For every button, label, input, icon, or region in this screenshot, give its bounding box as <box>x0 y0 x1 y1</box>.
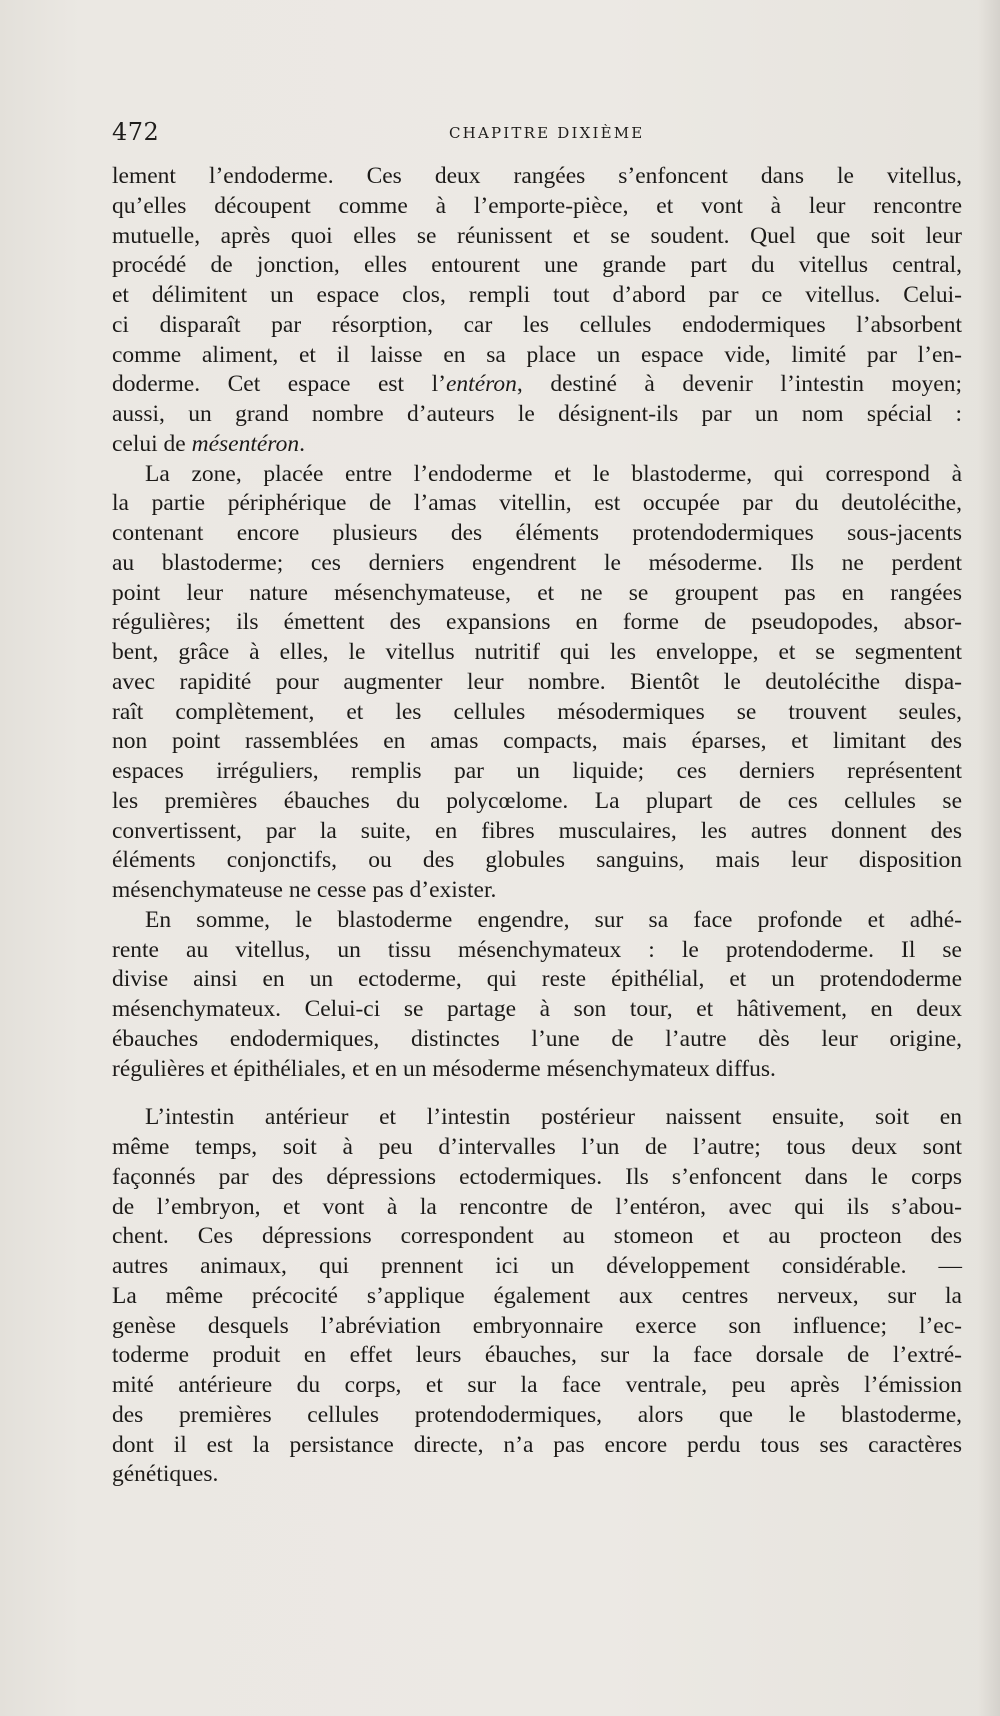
text-line: doderme. Cet espace est l’entéron, destiné à devenir l’intestin moyen; <box>112 371 962 398</box>
paragraph-gap <box>112 1084 962 1103</box>
text-line: L’intestin antérieur et l’intestin postérieur naissent ensuite, soit en <box>145 1104 962 1131</box>
binding-shadow <box>978 0 1000 1716</box>
text-line: qu’elles découpent comme à l’emporte-pièce, et vont à leur rencontre <box>112 192 962 219</box>
text-line: même temps, soit à peu d’intervalles l’un de l’autre; tous deux sont <box>112 1134 962 1160</box>
text-line: ci disparaît par résorption, car les cellules endodermiques l’absorbent <box>112 311 962 338</box>
paragraph-3 <box>112 906 962 1085</box>
text-line: rente au vitellus, un tissu mésenchymateux : le protendoderme. Il se <box>112 936 962 963</box>
body-text <box>112 162 962 1490</box>
text-line: des premières cellules protendodermiques, alors que le blastoderme, <box>112 1401 962 1428</box>
text-line: convertissent, par la suite, en fibres musculaires, les autres donnent des <box>112 817 962 844</box>
paragraph-1 <box>112 162 962 460</box>
text-line: régulières; ils émettent des expansions en forme de pseudopodes, absor- <box>112 609 962 636</box>
text-line: génétiques. <box>112 1461 219 1488</box>
text-line: bent, grâce à elles, le vitellus nutritif qui les enveloppe, et se segmentent <box>112 639 962 665</box>
text-line: la partie périphérique de l’amas vitellin, est occupée par du deutolécithe, <box>112 490 962 517</box>
text-line: et délimitent un espace clos, rempli tout d’abord par ce vitellus. Celui- <box>112 282 962 308</box>
text-line: aussi, un grand nombre d’auteurs le désignent-ils par un nom spécial : <box>112 401 962 427</box>
text-line: La zone, placée entre l’endoderme et le blastoderme, qui correspond à <box>145 460 962 487</box>
text-line: mésenchymateux. Celui-ci se partage à son tour, et hâtivement, en deux <box>112 996 962 1022</box>
text-line: éléments conjonctifs, ou des globules sanguins, mais leur disposition <box>112 847 962 874</box>
text-line: de l’embryon, et vont à la rencontre de l’entéron, avec qui ils s’abou- <box>112 1193 962 1220</box>
text-line: En somme, le blastoderme engendre, sur sa face profonde et adhé- <box>145 906 962 933</box>
running-title: CHAPITRE DIXIÈME <box>449 124 645 142</box>
text-line: toderme produit en effet leurs ébauches, sur la face dorsale de l’extré- <box>112 1342 962 1369</box>
text-line: dont il est la persistance directe, n’a pas encore perdu tous ses caractères <box>112 1431 962 1458</box>
text-line: espaces irréguliers, remplis par un liquide; ces derniers représentent <box>112 758 962 784</box>
text-line: lement l’endoderme. Ces deux rangées s’enfoncent dans le vitellus, <box>112 163 962 189</box>
italic-term: entéron <box>445 371 517 398</box>
text-line: procédé de jonction, elles entourent une grande part du vitellus central, <box>112 252 962 279</box>
text-line: façonnés par des dépressions ectodermiques. Ils s’enfoncent dans le corps <box>112 1163 962 1190</box>
text-line: comme aliment, et il laisse en sa place un espace vide, limité par l’en- <box>112 341 962 368</box>
text-line: raît complètement, et les cellules mésodermiques se trouvent seules, <box>112 698 962 725</box>
paragraph-4 <box>112 1103 962 1490</box>
paragraph-2 <box>112 460 962 906</box>
text-line: mutuelle, après quoi elles se réunissent et se soudent. Quel que soit leur <box>112 222 962 249</box>
page-header <box>112 118 957 150</box>
text-line: autres animaux, qui prennent ici un développement considérable. — <box>112 1253 962 1279</box>
text-line: chent. Ces dépressions correspondent au stomeon et au procteon des <box>112 1223 962 1250</box>
text-line: au blastoderme; ces derniers engendrent le mésoderme. Ils ne perdent <box>112 549 962 576</box>
italic-term: mésentéron <box>191 430 300 457</box>
page-number: 472 <box>112 118 160 146</box>
text-line: contenant encore plusieurs des éléments protendodermiques sous-jacents <box>112 520 962 546</box>
text-line: ébauches endodermiques, distinctes l’une de l’autre dès leur origine, <box>112 1025 962 1052</box>
text-line: La même précocité s’applique également aux centres nerveux, sur la <box>112 1282 962 1309</box>
text-line: mité antérieure du corps, et sur la face ventrale, peu après l’émission <box>112 1372 962 1398</box>
text-line: régulières et épithéliales, et en un mésoderme mésenchymateux diffus. <box>112 1055 776 1082</box>
text-line: non point rassemblées en amas compacts, mais éparses, et limitant des <box>112 728 962 755</box>
text-line: avec rapidité pour augmenter leur nombre. Bientôt le deutolécithe dispa- <box>112 668 962 695</box>
text-line: point leur nature mésenchymateuse, et ne se groupent pas en rangées <box>112 579 962 606</box>
text-line: mésenchymateuse ne cesse pas d’exister. <box>112 877 497 903</box>
text-line: divise ainsi en un ectoderme, qui reste épithélial, et un protendoderme <box>112 966 962 993</box>
text-line: les premières ébauches du polycœlome. La plupart de ces cellules se <box>112 787 962 814</box>
text-line: celui de mésentéron. <box>112 430 305 457</box>
text-line: genèse desquels l’abréviation embryonnaire exerce son influence; l’ec- <box>112 1312 962 1339</box>
